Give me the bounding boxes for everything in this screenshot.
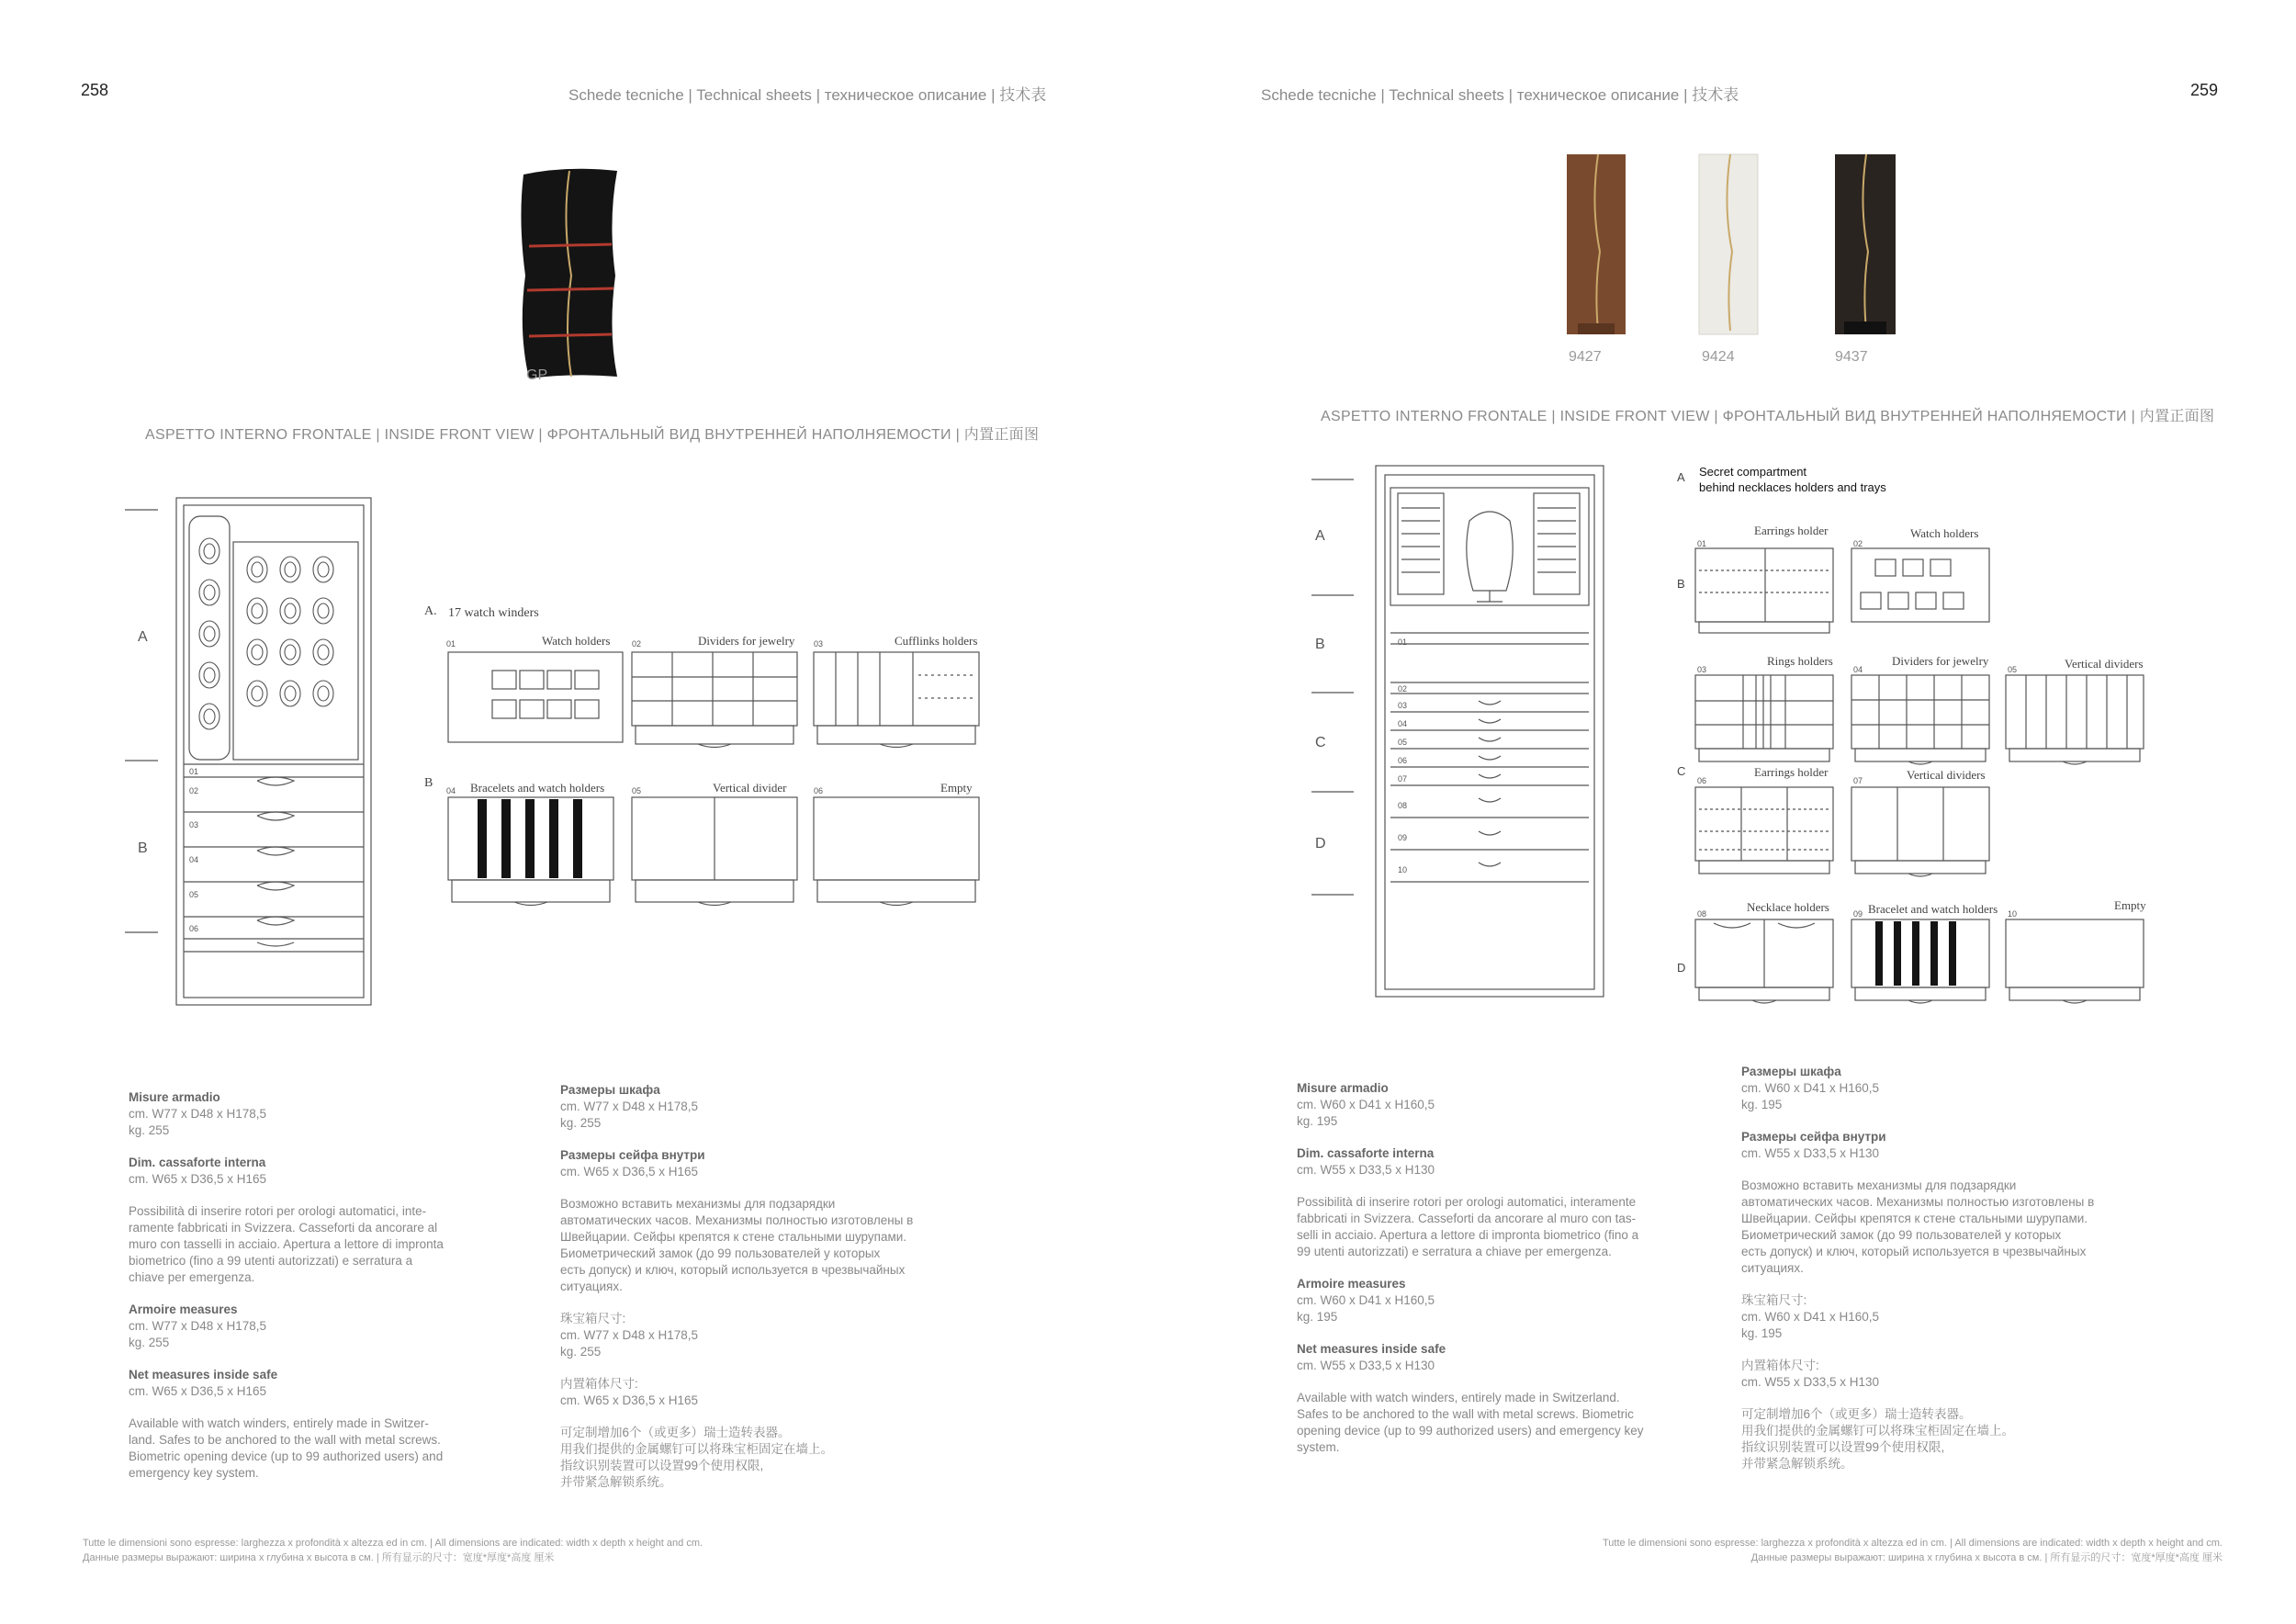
drawer-caption: Vertical divider: [713, 781, 787, 795]
drawer-caption: Vertical dividers: [2065, 657, 2144, 671]
drawer-num-left: 04: [189, 855, 199, 864]
spec-paragraph: Available with watch winders, entirely made in Switzerland. Safes to be anchored to the wall with metal screws. Biometric opening device (up to 99 authorized users) and emergency key system.: [1297, 1391, 1644, 1454]
spec-paragraph: Available with watch winders, entirely made in Switzer- land. Safes to be anchored to the wall with metal screws. Biometric opening device (up to 99 authorized users) and emergency key system.: [129, 1416, 444, 1480]
spec-line: cm. W55 x D33,5 x H130: [1741, 1146, 1880, 1160]
drawer-caption-num: 05: [632, 786, 642, 795]
drawer-caption: Rings holders: [1767, 654, 1833, 668]
drawer-num-right: 04: [1398, 719, 1408, 728]
spec-line: kg. 195: [1297, 1310, 1338, 1324]
zone-label: B: [1315, 637, 1325, 652]
product-code: 9437: [1835, 349, 1868, 365]
drawer-caption-num: 03: [814, 639, 824, 648]
spec-paragraph: Возможно вставить механизмы для подзарядки автоматических часов. Механизмы полностью изготовлены в Швейцарии. Сейфы крепятся к стене стальными шурупами. Биометрический замок (до 99 пользователей у которых есть допуск) и ключ, который используется в чрезвычайных ситуациях.: [560, 1197, 914, 1293]
spec-paragraph: Possibilità di inserire rotori per orologi automatici, interamente fabbricati in Svizzera. Casseforti da ancorare al muro con tas- selli in acciaio. Apertura a lettore di impronta biometrico (fino a 99 utenti autorizzati) e serratura a chiave per emergenza.: [1297, 1195, 1639, 1258]
footer-right-line1: Tutte le dimensioni sono espresse: larghezza x profondità x altezza ed in cm. | All dimensions are indicated: width x depth x height and cm.: [1602, 1538, 2223, 1549]
legend-a-line: Secret compartment: [1699, 465, 1807, 479]
legend-b-letter-left: B: [424, 776, 433, 790]
spec-line: cm. W60 x D41 x H160,5: [1741, 1310, 1880, 1324]
spec-line: kg. 255: [560, 1116, 602, 1130]
front-elevation-gp: [174, 496, 377, 1010]
drawer-caption: Dividers for jewelry: [698, 634, 795, 648]
legend-a-line: behind necklaces holders and trays: [1699, 480, 1886, 494]
legend-d-right: D: [1677, 961, 1686, 975]
spec-line: kg. 195: [1297, 1114, 1338, 1128]
spec-heading: Armoire measures: [1297, 1277, 1406, 1291]
drawer-caption-num: 07: [1853, 776, 1863, 785]
drawer-num-left: 05: [189, 890, 199, 899]
drawer-num-right: 03: [1398, 701, 1408, 710]
drawer-caption-num: 10: [2008, 909, 2018, 919]
drawer-caption: Watch holders: [1910, 526, 1979, 540]
spec-heading: Armoire measures: [129, 1303, 238, 1316]
drawer-caption-num: 02: [632, 639, 642, 648]
spec-heading: Misure armadio: [129, 1090, 220, 1104]
spec-heading: Размеры сейфа внутри: [1741, 1130, 1886, 1144]
spec-heading: Misure armadio: [1297, 1081, 1389, 1095]
spec-line: cm. W55 x D33,5 x H130: [1297, 1359, 1435, 1372]
spec-line: cm. W65 x D36,5 x H165: [129, 1172, 267, 1186]
specs-column-ru-zh-right: [1741, 1064, 2164, 1488]
drawer-caption: Necklace holders: [1747, 900, 1829, 914]
spec-paragraph: 可定制增加6个（或更多）瑞士造转表器。 用我们提供的金属螺钉可以将珠宝柜固定在墙上。 指纹识别装置可以设置99个使用权限, 并带紧急解锁系统。: [1741, 1407, 2014, 1471]
zone-label: A: [1315, 528, 1325, 544]
spec-line: kg. 255: [129, 1123, 170, 1137]
spec-line: cm. W77 x D48 x H178,5: [560, 1328, 699, 1342]
legend-a-text-left: 17 watch winders: [448, 606, 539, 620]
drawer-num-right: 07: [1398, 774, 1408, 784]
spec-heading: 珠宝箱尺寸:: [560, 1312, 626, 1325]
specs-column-ru-zh-left: [560, 1082, 983, 1506]
legend-a-text-right: [1699, 464, 1886, 495]
spec-line: cm. W65 x D36,5 x H165: [560, 1393, 699, 1407]
spec-heading: Net measures inside safe: [129, 1368, 278, 1382]
spec-line: cm. W60 x D41 x H160,5: [1741, 1081, 1880, 1095]
spec-paragraph: Possibilità di inserire rotori per orologi automatici, inte- ramente fabbricati in Svizzera. Casseforti da ancorare al muro con tasselli in acciaio. Apertura a lettore di impronta biometrico (fino a 99 utenti autorizzati) e serratura a chiave per emergenza.: [129, 1204, 444, 1284]
product-photos-right: [1561, 151, 1929, 344]
legend-b-right: B: [1677, 577, 1685, 591]
spec-heading: Dim. cassaforte interna: [1297, 1146, 1435, 1160]
spec-heading: Dim. cassaforte interna: [129, 1156, 266, 1169]
legend-a-letter-right: A: [1677, 470, 1685, 484]
drawer-caption-num: 03: [1697, 665, 1707, 674]
drawer-caption-num: 06: [1697, 776, 1707, 785]
spec-heading: 内置箱体尺寸:: [1741, 1359, 1819, 1372]
spec-line: kg. 255: [560, 1345, 602, 1359]
drawer-num-right: 08: [1398, 801, 1408, 810]
spec-line: cm. W55 x D33,5 x H130: [1297, 1163, 1435, 1177]
zone-label-b: B: [138, 840, 148, 856]
spec-line: cm. W55 x D33,5 x H130: [1741, 1375, 1880, 1389]
zone-label: C: [1315, 735, 1326, 750]
drawer-num-right: 05: [1398, 738, 1408, 747]
specs-column-it-en-right: [1297, 1080, 1701, 1472]
drawer-caption-num: 05: [2008, 665, 2018, 674]
spec-line: cm. W77 x D48 x H178,5: [129, 1107, 267, 1121]
drawer-caption-num: 08: [1697, 909, 1707, 919]
drawer-caption: Earrings holder: [1754, 765, 1829, 779]
spec-line: cm. W77 x D48 x H178,5: [129, 1319, 267, 1333]
running-header-right: Schede tecniche | Technical sheets | техническое описание | 技术表: [1261, 86, 1739, 104]
spec-heading: Размеры шкафа: [560, 1083, 660, 1097]
drawer-num-right: 01: [1398, 637, 1408, 647]
footer-right-line2: Данные размеры выражают: ширина x глубина x высота в см. | 所有显示的尺寸：宽度*厚度*高度 厘米: [1750, 1552, 2223, 1563]
product-code: 9427: [1569, 349, 1602, 365]
spec-line: cm. W65 x D36,5 x H165: [129, 1384, 267, 1398]
drawer-caption: Bracelets and watch holders: [470, 781, 605, 795]
spec-line: kg. 195: [1741, 1326, 1783, 1340]
spec-line: cm. W60 x D41 x H160,5: [1297, 1293, 1435, 1307]
legend-c-right: C: [1677, 764, 1686, 778]
drawer-num-left: 02: [189, 786, 199, 795]
drawer-num-right: 02: [1398, 684, 1408, 694]
drawer-caption-num: 04: [1853, 665, 1863, 674]
drawer-caption: Dividers for jewelry: [1892, 654, 1989, 668]
drawer-num-left: 01: [189, 767, 199, 776]
drawer-caption: Empty: [940, 781, 973, 795]
drawer-caption-num: 01: [446, 639, 456, 648]
product-code-gp: GP: [526, 367, 548, 383]
spec-paragraph: 可定制增加6个（或更多）瑞士造转表器。 用我们提供的金属螺钉可以将珠宝柜固定在墙上。 指纹识别装置可以设置99个使用权限, 并带紧急解锁系统。: [560, 1426, 833, 1489]
section-title-right: ASPETTO INTERNO FRONTALE | INSIDE FRONT VIEW | ФРОНТАЛЬНЫЙ ВИД ВНУТРЕННЕЙ НАПОЛНЯЕМОСТИ | 内置正面图: [1321, 409, 2215, 424]
drawer-caption: Watch holders: [542, 634, 611, 648]
spec-line: kg. 255: [129, 1336, 170, 1349]
drawer-num-right: 09: [1398, 833, 1408, 842]
drawer-caption-num: 01: [1697, 539, 1707, 548]
drawer-caption: Vertical dividers: [1907, 768, 1986, 782]
drawer-caption: Empty: [2114, 898, 2146, 912]
front-elevation-right: [1374, 464, 1613, 1006]
spec-line: cm. W77 x D48 x H178,5: [560, 1100, 699, 1113]
footer-left-line2: Данные размеры выражают: ширина x глубина x высота в см. | 所有显示的尺寸：宽度*厚度*高度 厘米: [83, 1552, 555, 1563]
drawer-caption: Earrings holder: [1754, 524, 1829, 537]
drawer-caption-num: 06: [814, 786, 824, 795]
product-code: 9424: [1702, 349, 1735, 365]
drawer-caption: Cufflinks holders: [895, 634, 978, 648]
section-title-left: ASPETTO INTERNO FRONTALE | INSIDE FRONT VIEW | ФРОНТАЛЬНЫЙ ВИД ВНУТРЕННЕЙ НАПОЛНЯЕМОСТИ | 内置正面图: [145, 427, 1040, 443]
drawer-details-right: [1695, 537, 2173, 1033]
zone-label: D: [1315, 836, 1326, 851]
zone-label-a: A: [138, 629, 148, 645]
page-number-left: 258: [81, 81, 109, 99]
spec-paragraph: Возможно вставить механизмы для подзарядки автоматических часов. Механизмы полностью изготовлены в Швейцарии. Сейфы крепятся к стене стальными шурупами. Биометрический замок (до 99 пользователей у которых есть допуск) и ключ, который используется в чрезвычайных ситуациях.: [1741, 1179, 2095, 1275]
footer-left-line1: Tutte le dimensioni sono espresse: larghezza x profondità x altezza ed in cm. | All dimensions are indicated: width x depth x height and cm.: [83, 1538, 703, 1549]
spec-heading: Размеры шкафа: [1741, 1065, 1841, 1078]
running-header-left: Schede tecniche | Technical sheets | техническое описание | 技术表: [568, 86, 1047, 104]
legend-a-letter-left: A.: [424, 604, 437, 618]
drawer-caption-num: 04: [446, 786, 456, 795]
spec-heading: 珠宝箱尺寸:: [1741, 1293, 1807, 1307]
zone-markers-left: [125, 505, 162, 928]
spec-heading: Размеры сейфа внутри: [560, 1148, 705, 1162]
drawer-num-left: 06: [189, 924, 199, 933]
spec-heading: Net measures inside safe: [1297, 1342, 1446, 1356]
drawer-num-left: 03: [189, 820, 199, 829]
drawer-caption-num: 02: [1853, 539, 1863, 548]
specs-column-it-en-left: [129, 1089, 496, 1497]
drawer-caption-num: 09: [1853, 909, 1863, 919]
drawer-num-right: 06: [1398, 756, 1408, 765]
page-number-right: 259: [2190, 81, 2219, 99]
spec-line: cm. W65 x D36,5 x H165: [560, 1165, 699, 1179]
drawer-num-right: 10: [1398, 865, 1408, 874]
spec-heading: 内置箱体尺寸:: [560, 1377, 638, 1391]
spec-line: cm. W60 x D41 x H160,5: [1297, 1098, 1435, 1111]
spec-line: kg. 195: [1741, 1098, 1783, 1111]
drawer-caption: Bracelet and watch holders: [1868, 902, 1998, 916]
